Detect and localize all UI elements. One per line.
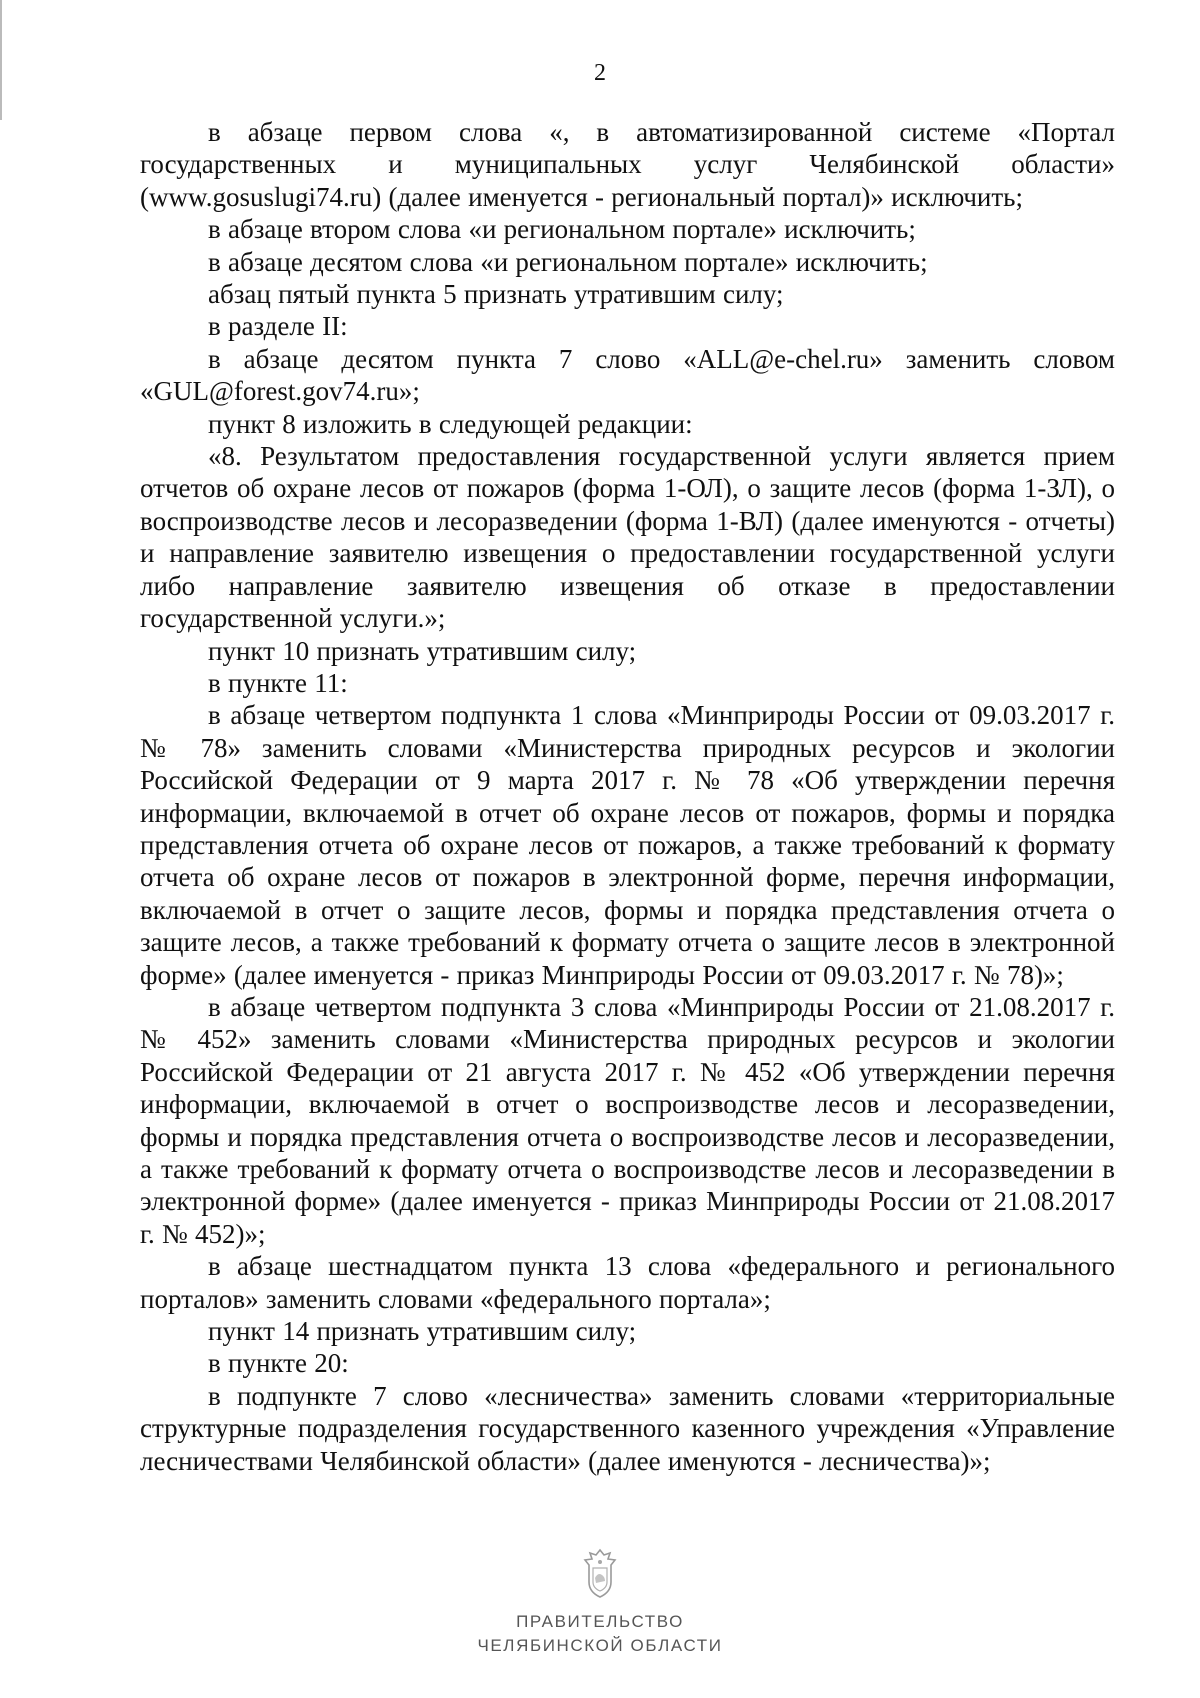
coat-of-arms-icon <box>577 1548 623 1600</box>
page-number: 2 <box>594 60 606 86</box>
document-body <box>140 116 1115 1477</box>
paragraph-11: в абзаце четвертом подпункта 1 слова «Минприроды России от 09.03.2017 г. № 78» заменить словами «Министерства природных ресурсов и экологии Российской Федерации от 9 марта 2017 г. № 78 «Об утверждении перечня информации, включаемой в отчет об охране лесов от пожаров, формы и порядка представления отчета об охране лесов от пожаров, а также требований к формату отчета об охране лесов от пожаров в электронной форме, перечня информации, включаемой в отчет о защите лесов, формы и порядка представления отчета о защите лесов, а также требований к формату отчета о защите лесов в электронной форме» (далее именуется - приказ Минприроды России от 09.03.2017 г. № 78)»; <box>140 700 1115 990</box>
paragraph-15: в пункте 20: <box>208 1348 349 1379</box>
paragraph-16: в подпункте 7 слово «лесничества» заменить словами «территориальные структурные подразделения государственного казенного учреждения «Управление лесничествами Челябинской области» (далее именуются - лесничества)»; <box>140 1380 1115 1476</box>
paragraph-6: в абзаце десятом пункта 7 слово «ALL@e-chel.ru» заменить словом «GUL@forest.gov74.ru»; <box>140 343 1115 407</box>
paragraph-1: в абзаце первом слова «, в автоматизированной системе «Портал государственных и муниципальных услуг Челябинской области» (www.gosuslugi74.ru) (далее именуется - региональный портал)» исключить; <box>140 117 1115 212</box>
stamp-line-region: ЧЕЛЯБИНСКОЙ ОБЛАСТИ <box>477 1636 723 1655</box>
government-stamp <box>0 1548 1200 1658</box>
paragraph-9: пункт 10 признать утратившим силу; <box>208 635 637 666</box>
paragraph-7: пункт 8 изложить в следующей редакции: <box>208 408 693 439</box>
paragraph-3: в абзаце десятом слова «и региональном портале» исключить; <box>208 246 928 277</box>
paragraph-10: в пункте 11: <box>208 667 348 698</box>
paragraph-14: пункт 14 признать утратившим силу; <box>208 1316 637 1347</box>
paragraph-2: в абзаце втором слова «и региональном портале» исключить; <box>208 214 916 245</box>
paragraph-12: в абзаце четвертом подпункта 3 слова «Минприроды России от 21.08.2017 г. № 452» заменить словами «Министерства природных ресурсов и экологии Российской Федерации от 21 августа 2017 г. № 452 «Об утверждении перечня информации, включаемой в отчет о воспроизводстве лесов и лесоразведении, формы и порядка представления отчета о воспроизводстве лесов и лесоразведении, а также требований к формату отчета о воспроизводстве лесов и лесоразведении в электронной форме» (далее именуется - приказ Минприроды России от 21.08.2017 г. № 452)»; <box>140 991 1115 1249</box>
paragraph-13: в абзаце шестнадцатом пункта 13 слова «федерального и регионального порталов» заменить словами «федерального портала»; <box>140 1251 1115 1314</box>
paragraph-4: абзац пятый пункта 5 признать утратившим силу; <box>208 279 784 310</box>
stamp-line-government: ПРАВИТЕЛЬСТВО <box>516 1612 684 1631</box>
paragraph-8: «8. Результатом предоставления государственной услуги является прием отчетов об охране лесов от пожаров (форма 1-ОЛ), о защите лесов (форма 1-ЗЛ), о воспроизводстве лесов и лесоразведении (форма 1-ВЛ) (далее именуются - отчеты) и направление заявителю извещения о предоставлении государственной услуги либо направление заявителю извещения об отказе в предоставлении государственной услуги.»; <box>140 441 1115 634</box>
paragraph-5: в разделе II: <box>208 311 348 342</box>
